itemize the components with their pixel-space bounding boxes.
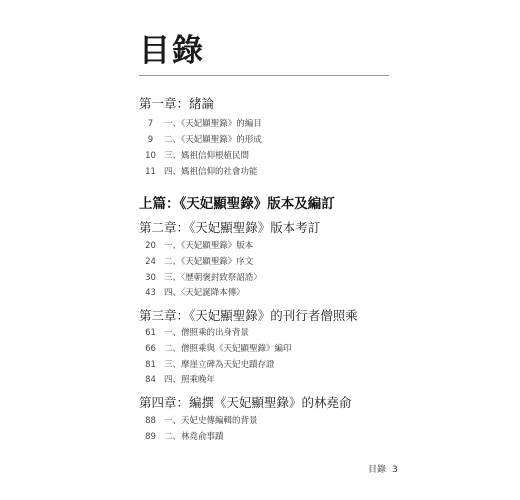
toc-page-number: 9: [147, 135, 154, 145]
toc-entry-text: 一、天妃史傳編輯的背景: [164, 416, 258, 426]
toc-entry: [139, 166, 258, 178]
toc-page-number: 11: [145, 167, 156, 177]
toc-entry: [139, 134, 262, 146]
footer-label: 目錄: [368, 465, 387, 475]
toc-entry: [139, 327, 249, 339]
toc-entry-text: 四、〈天妃誕降本傳〉: [164, 288, 245, 298]
toc-entry-text: 二、僧照乘與《天妃顯聖錄》編印: [164, 344, 292, 354]
footer-page-number: 3: [392, 465, 398, 475]
toc-page-number: 88: [145, 416, 156, 426]
toc-page-number: 43: [145, 288, 156, 298]
toc-entry: [139, 118, 262, 130]
chapter-heading: 第三章：《天妃顯聖錄》的刊行者僧照乘: [139, 308, 358, 323]
toc-entry-text: 二、《天妃顯聖錄》的形成: [164, 135, 262, 145]
page-footer: [368, 466, 404, 475]
toc-entry: [139, 272, 262, 284]
toc-entry: [139, 287, 245, 299]
toc-page-number: 7: [147, 119, 154, 129]
toc-entry-text: 一、《天妃顯聖錄》版本: [164, 241, 254, 251]
toc-entry: [139, 256, 253, 268]
chapter-heading: 第四章：編撰《天妃顯聖錄》的林堯俞: [139, 395, 352, 410]
title-divider: [139, 75, 389, 76]
toc-page-number: 61: [145, 328, 156, 338]
chapter-heading: 第二章：《天妃顯聖錄》版本考訂: [139, 220, 321, 235]
toc-page-number: 81: [145, 360, 156, 370]
toc-entry: [139, 343, 292, 355]
toc-entry: [139, 240, 253, 252]
toc-page-number: 10: [145, 151, 156, 161]
chapter-heading: 第一章：緒論: [139, 96, 215, 111]
toc-entry-text: 四、媽祖信仰的社會功能: [164, 167, 258, 177]
page-title: 目錄: [139, 33, 205, 69]
toc-entry-text: 三、媽祖信仰根植民間: [164, 151, 250, 161]
toc-page-number: 24: [145, 257, 156, 267]
toc-page-number: 30: [145, 273, 156, 283]
toc-entry: [139, 415, 258, 427]
toc-entry-text: 二、《天妃顯聖錄》序文: [164, 257, 254, 267]
toc-entry-text: 一、《天妃顯聖錄》的編目: [164, 119, 262, 129]
toc-page-number: 20: [145, 241, 156, 251]
toc-entry-text: 四、照乘晚年: [164, 375, 216, 385]
toc-entry-text: 一、僧照乘的出身背景: [164, 328, 250, 338]
toc-page-number: 89: [145, 432, 156, 442]
part-heading: 上篇：《天妃顯聖錄》版本及編訂: [139, 196, 335, 212]
toc-page-number: 84: [145, 375, 156, 385]
toc-entry-text: 三、〈歷朝褒封致祭詔誥〉: [164, 273, 262, 283]
toc-entry: [139, 431, 224, 443]
toc-entry-text: 三、摩崖立碑為天妃史蹟存證: [164, 360, 275, 370]
toc-entry: [139, 150, 249, 162]
toc-entry: [139, 359, 275, 371]
toc-entry: [139, 374, 215, 386]
toc-entry-text: 二、林堯俞事蹟: [164, 432, 224, 442]
toc-page-number: 66: [145, 344, 156, 354]
